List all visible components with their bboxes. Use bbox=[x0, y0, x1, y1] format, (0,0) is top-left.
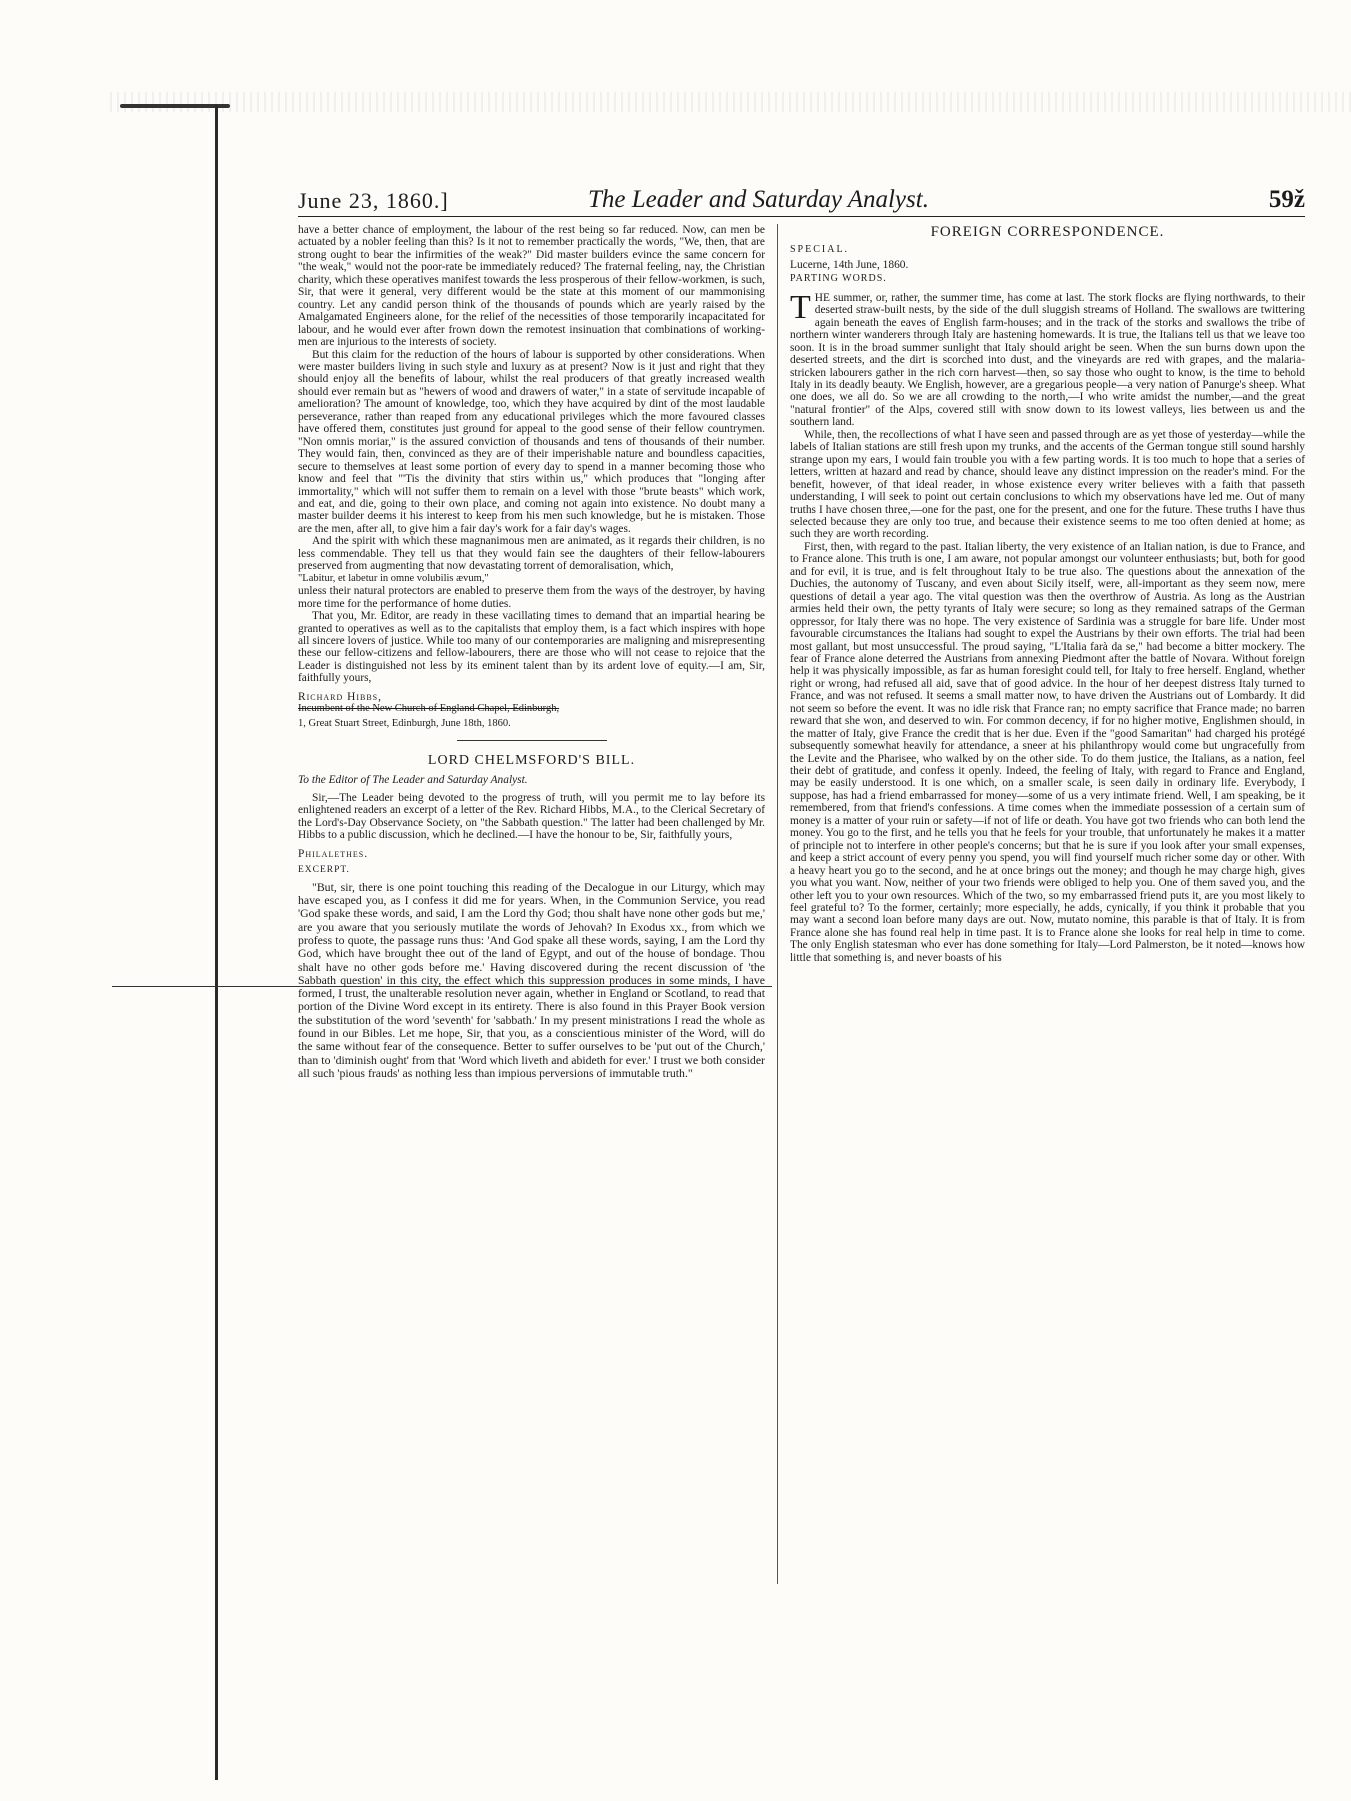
parting-words-label: PARTING WORDS. bbox=[790, 273, 887, 285]
header-date: June 23, 1860.] bbox=[298, 188, 449, 213]
column-rule bbox=[777, 224, 778, 1584]
address-line: 1, Great Stuart Street, Edinburgh, June 18th, 1860. bbox=[298, 717, 511, 729]
body-paragraph: HE summer, or, rather, the summer time, has come at last. The stork flocks are flying northwards, to their deserted straw-built nests, by the side of the dull sluggish streams of Holland. The swallows are twittering again beneath the eaves of English farm-houses; and in the track of the storks and swallows the tribe of northern winter wanderers through Italy are hastening homewards. It is true, the Italians tell us that we leave too soon. It is in the broad summer sunlight that Italy should aright be seen. When the sun burns down upon the deserted streets, and the dirt is scorched into dust, and the vineyards are red with grapes, and the malaria-stricken labourers gather in the rich corn harvest—then, so say those who ought to know, is the time to behold Italy in its deadly beauty. We English, however, are a gregarious people—a very nation of Panurge's sheep. What one does, we all do. So we are all crowding to the north,—I who write amidst the number,—and the great "natural frontier" of the Alps, covered still with snow down to its lowest valleys, lies between us and the southern land. bbox=[790, 291, 1305, 429]
body-paragraph: That you, Mr. Editor, are ready in these vacillating times to demand that an impartial hearing be granted to operatives as well as to the capitalists that employ them, is a fact which inspires with hope all sincere lovers of justice. While too many of our contemporaries are maligning and misrepresenting these our fellow-citizens and fellow-labourers, there are those who will not cease to rejoice that the Leader is distinguished not less by its eminent talent than by its ardent love of equity.—I am, Sir, faithfully yours, bbox=[298, 610, 765, 685]
first-paragraph-block bbox=[790, 288, 1305, 429]
body-paragraph: And the spirit with which these magnanimous men are animated, as it regards their children, is no less commendable. They tell us that they would fain see the daughters of their fellow-labourers preserved from augmenting that now devastating torrent of demoralisation, which, bbox=[298, 535, 765, 573]
body-paragraph: While, then, the recollections of what I have seen and passed through are as yet those of yesterday—while the labels of Italian stations are still fresh upon my trunks, and the accents of the German tongue still sound harshly strange upon my ears, I would fain trouble you with a few parting words. It is too much to hope that a series of letters, written at hazard and read by chance, should leave any distinct impression on the reader's mind. For the benefit, however, of that ideal reader, in whose existence every writer believes with a faith that passeth understanding, I will seek to point out certain conclusions to which my observations have led me. Out of many truths I have chosen three,—one for the past, one for the present, and one for the future. These truths I have thus selected because they are only too true, and because their existence seems to me too often denied at home; as such they are worth recording. bbox=[790, 428, 1306, 541]
body-paragraph: First, then, with regard to the past. Italian liberty, the very existence of an Italian nation, is due to France, and to France alone. This truth is one, I am aware, not popular amongst our volunteer enthusiasts; but, both for good and for evil, it is true, and is felt throughout Italy to be true also. The questions about the annexation of the Duchies, the autonomy of Tuscany, and even about Sicily itself, were, all-important as they seem now, mere questions of detail a year ago. The vital question was then the overthrow of Austria. As long as the Austrian armies held their own, the petty tyrants of Italy were secure; so long as they remained satraps of the German oppressor, for Italy there was no hope. The very existence of Sardinia was a struggle for bare life. Under most favourable circumstances the Italians had sought to expel the Austrians by their own efforts. The trial had been most gallant, but most unsuccessful. The proud saying, "L'Italia farà da se," had become a bitter mockery. The fear of France alone deterred the Austrians from annexing Piedmont after the battle of Novara. Without foreign help it was physically impossible, as far as human foresight could tell, for Italy to free herself. England, whether right or wrong, had refused all aid, save that of good advice. In the hour of her deepest distress Italy turned to France, and was not refused. It seems a small matter now, to have driven the Austrians out of Lombardy. It did not seem so before the event. It was no idle risk that France ran; no empty sacrifice that France made; no barren reward that she won, and deserved to win. For common decency, if for no higher motive, Englishmen should, in the matter of Italy, give France the credit that is her due. Even if the "good Samaritan" had charged his protégé subsequently somewhat heavily for attendance, a sneer at his philanthropy would come but ungracefully from the Levite and the Pharisee, who walked by on the other side. To do them justice, the Italians, as a nation, feel their debt of gratitude, and confess it openly. Indeed, the feeling of Italy, with regard to France and England, may be easily understood. It is one which, on a smaller scale, is seen daily in ordinary life. Everybody, I suppose, has had a friend embarrassed for money—some of us a very intimate friend. Well, I am speaking, be it remembered, from that friend's confessions. A time comes when the immediate possession of a certain sum of money is a matter of your ruin or safety—if not of life or death. You have got two friends who can both lend the money. You go to the first, and he tells you that he feels for your trouble, that unfortunately he makes it a matter of principle not to interfere in other people's concerns; but that he is sure if you look after your small expenses, and keep a strict account of every penny you spend, you will find yourself much richer some day or other. With a heavy heart you go to the second, and he at once brings out the money; and though he may charge high, gives you what you want. Now, neither of your two friends were obliged to help you. One of them saved you, and the other left you to your own resources. Which of the two, so my embarrassed friend puts it, are you most likely to feel grateful to? To the former, certainly; more especially, he adds, cynically, if you think it probable that you may want a second loan before many days are out. Now, mutato nomine, this parable is that of Italy. It is from France alone she has found real help in time past. It is to France alone she looks for real help in time to come. The only English statesman who ever has done something for Italy—Lord Palmerston, be it noted—knows how little that something is, and never boasts of his bbox=[790, 540, 1305, 964]
binding-edge bbox=[215, 105, 218, 1780]
body-paragraph: have a better chance of employment, the labour of the rest being so far reduced. Now, can men be actuated by a nobler feeling than this? Is it not to remember practically the words, "We, then, that are strong ought to bear the infirmities of the weak?" Did master builders evince the same concern for "the weak," would not the poor-rate be immediately reduced? The fraternal feeling, nay, the Christian charity, which these operatives manifest towards the less prosperous of their fellow-workmen, is such, Sir, that were it general, very different would be the state at this moment of our mammonising country. Let any candid person think of the thousands of pounds which are yearly raised by the Amalgamated Engineers alone, for the relief of the necessities of those temporarily incapacitated for labour, and he would ever after frown down the remotest insinuation that combinations of working-men are injurious to the interests of society. bbox=[298, 224, 765, 349]
header-title: The Leader and Saturday Analyst. bbox=[588, 186, 929, 213]
drop-cap: T bbox=[790, 288, 811, 326]
scan-edge-texture bbox=[110, 92, 1351, 112]
excerpt-paragraph: "But, sir, there is one point touching this reading of the Decalogue in our Liturgy, which may have escaped you, as I confess it did me for years. When, in the Communion Service, you read 'God spake these words, and said, I am the Lord thy God; thou shalt have none other gods but me,' are you aware that you seriously mutilate the words of Jehovah? In Exodus xx., from which we profess to quote, the passage runs thus: 'And God spake all these words, saying, I am the Lord thy God, which have brought thee out of the land of Egypt, and out of the house of bondage. Thou shalt have no other gods before me.' Having discovered during the recent discussion of 'the Sabbath question' in this city, the effect which this suppression produces in some minds, I have formed, I trust, the unalterable resolution never again, whether in England or Scotland, to read that portion of the Divine Word except in its entirety. There is also found in this Prayer Book version the substitution of the word 'seventh' for 'sabbath.' In my present ministrations I read the whole as found in our Bibles. Let me hope, Sir, that you, as a conscientious minister of the Word, will do the same without fear of the consequence. Better to suffer ourselves to be 'put out of the Church,' than to 'diminish ought' from that 'Word which liveth and abideth for ever.' I trust we both consider all such 'pious frauds' as nothing less than impious perversions of immutable truth." bbox=[298, 879, 765, 1080]
right-column bbox=[790, 224, 1305, 964]
bill-paragraph: Sir,—The Leader being devoted to the progress of truth, will you permit me to lay before its enlightened readers an excerpt of a letter of the Rev. Richard Hibbs, M.A., to the Clerical Secretary of the Lord's-Day Observance Society, on "the Sabbath question." The latter had been challenged by Mr. Hibbs to a public discussion, which he declined.—I have the honour to be, Sir, faithfully yours, bbox=[298, 792, 765, 842]
bill-title: LORD CHELMSFORD'S BILL. bbox=[427, 753, 636, 769]
dateline: Lucerne, 14th June, 1860. bbox=[790, 258, 909, 271]
signature: Richard Hibbs, bbox=[298, 690, 382, 703]
page-number: 59ž bbox=[1268, 186, 1305, 213]
special-label: SPECIAL. bbox=[790, 244, 850, 256]
incumbent-line: Incumbent of the New Church of England Chapel, Edinburgh, bbox=[298, 703, 560, 715]
to-editor-line: To the Editor of The Leader and Saturday Analyst. bbox=[298, 773, 528, 786]
short-divider bbox=[457, 740, 607, 741]
left-column bbox=[298, 224, 765, 1080]
page-header bbox=[298, 186, 1305, 217]
section-heading: FOREIGN CORRESPONDENCE. bbox=[930, 224, 1165, 240]
philalethes-signature: Philalethes. bbox=[298, 847, 369, 860]
latin-quote: "Labitur, et labetur in omne volubilis ævum," bbox=[298, 572, 489, 584]
body-paragraph: unless their natural protectors are enabled to preserve them from the ways of the destroyer, by having more time for the performance of home duties. bbox=[298, 585, 765, 610]
binding-edge-top bbox=[120, 104, 230, 108]
body-paragraph: But this claim for the reduction of the hours of labour is supported by other considerations. When were master builders living in such style and luxury as at present? Now is it just and right that they should enjoy all the benefits of labour, whilst the real producers of that greatly increased wealth should ever remain but as "hewers of wood and drawers of water," in a state of servitude incapable of amelioration? The amount of knowledge, too, which they have acquired by dint of the most laudable perseverance, rather than reaped from any educational privileges which the more favoured classes have offered them, constitutes just ground for appeal to the good sense of their fellow countrymen. "Non omnis moriar," is the assured conviction of thousands and tens of thousands of their number. They would fain, then, convinced as they are of their imperishable nature and boundless capacities, secure to themselves at least some portion of every day to spend in a manner becoming those who know and feel that "'Tis the divinity that stirs within us," which produces that "longing after immortality," which will not suffer them to remain on a level with those "brute beasts" which work, and eat, and die, going to their own place, and coming not again into existence. No doubt many a master builder deems it his interest to keep from his men such knowledge, but he is mistaken. Those are the men, after all, to give him a fair day's work for a fair day's wages. bbox=[298, 348, 765, 535]
excerpt-label: EXCERPT. bbox=[298, 865, 350, 876]
